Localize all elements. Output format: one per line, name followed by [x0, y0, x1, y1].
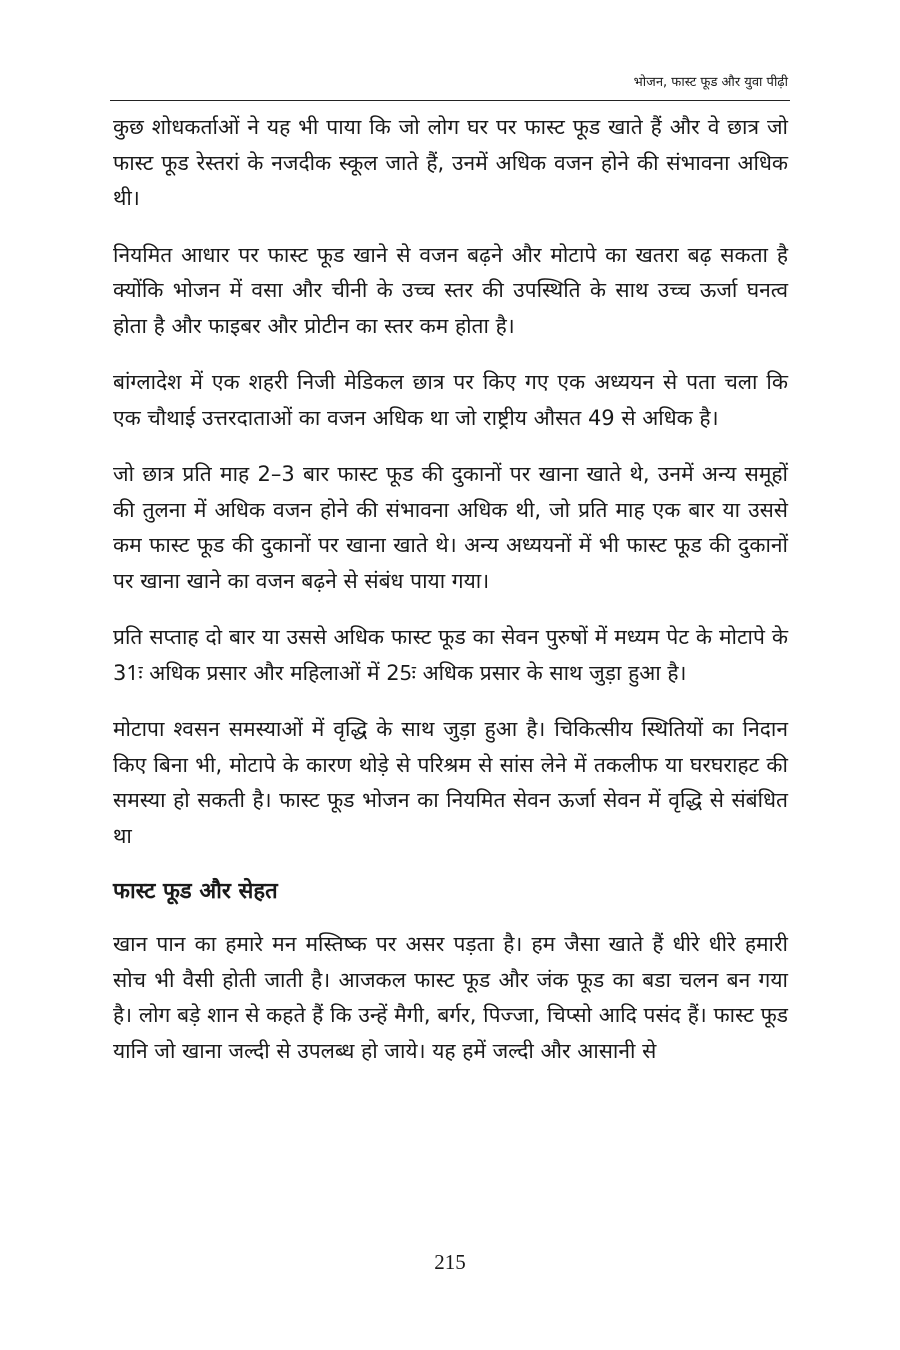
- running-header-title: भोजन, फास्ट फूड और युवा पीढ़ी: [633, 75, 788, 90]
- page-number: 215: [434, 1250, 466, 1274]
- body-paragraph: नियमित आधार पर फास्ट फूड खाने से वजन बढ़ने और मोटापे का खतरा बढ़ सकता है क्योंकि भोजन में वसा और चीनी के उच्च स्तर की उपस्थिति के साथ उच्च ऊर्जा घनत्व होता है और फाइबर और प्रोटीन का स्तर कम होता है।: [113, 242, 788, 338]
- page-body: [113, 110, 788, 1090]
- body-paragraph: जो छात्र प्रति माह 2–3 बार फास्ट फूड की दुकानों पर खाना खाते थे, उनमें अन्य समूहों की तुलना में अधिक वजन होने की संभावना अधिक थी, जो प्रति माह एक बार या उससे कम फास्ट फूड की दुकानों पर खाना खाते थे। अन्य अध्ययनों में भी फास्ट फूड की दुकानों पर खाना खाने का वजन बढ़ने से संबंध पाया गया।: [113, 462, 788, 593]
- section-paragraph: खान पान का हमारे मन मस्तिष्क पर असर पड़ता है। हम जैसा खाते हैं धीरे धीरे हमारी सोच भी वैसी होती जाती है। आजकल फास्ट फूड और जंक फूड का बडा चलन बन गया है। लोग बड़े शान से कहते हैं कि उन्हें मैगी, बर्गर, पिज्जा, चिप्सो आदि पसंद हैं। फास्ट फूड यानि जो खाना जल्दी से उपलब्ध हो जाये। यह हमें जल्दी और आसानी से: [113, 932, 788, 1063]
- header-divider: [110, 100, 790, 101]
- body-paragraph: प्रति सप्ताह दो बार या उससे अधिक फास्ट फूड का सेवन पुरुषों में मध्यम पेट के मोटापे के 31ः अधिक प्रसार और महिलाओं में 25ः अधिक प्रसार के साथ जुड़ा हुआ है।: [113, 625, 788, 685]
- body-paragraph: बांग्लादेश में एक शहरी निजी मेडिकल छात्र पर किए गए एक अध्ययन से पता चला कि एक चौथाई उत्तरदाताओं का वजन अधिक था जो राष्ट्रीय औसत 49 से अधिक है।: [113, 370, 788, 430]
- body-paragraph: कुछ शोधकर्ताओं ने यह भी पाया कि जो लोग घर पर फास्ट फूड खाते हैं और वे छात्र जो फास्ट फूड रेस्तरां के नजदीक स्कूल जाते हैं, उनमें अधिक वजन होने की संभावना अधिक थी।: [113, 115, 788, 210]
- section-heading: फास्ट फूड और सेहत: [113, 879, 278, 904]
- body-paragraph: मोटापा श्वसन समस्याओं में वृद्धि के साथ जुड़ा हुआ है। चिकित्सीय स्थितियों का निदान किए बिना भी, मोटापे के कारण थोड़े से परिश्रम से सांस लेने में तकलीफ या घरघराहट की समस्या हो सकती है। फास्ट फूड भोजन का नियमित सेवन ऊर्जा सेवन में वृद्धि से संबंधित था: [113, 717, 788, 848]
